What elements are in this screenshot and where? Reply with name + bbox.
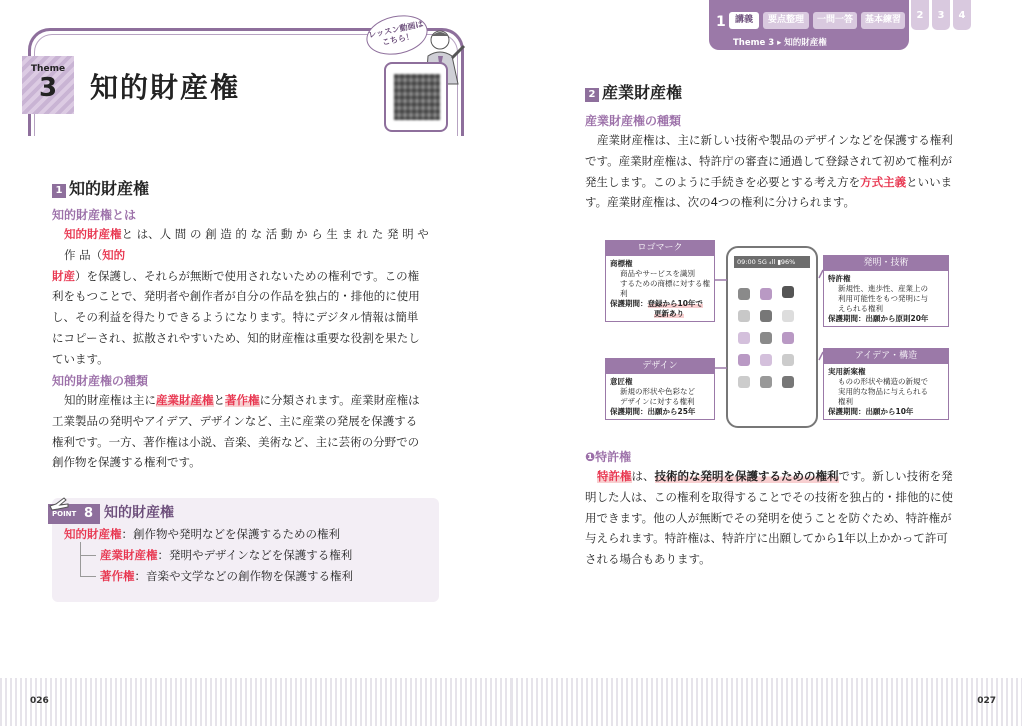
tab-qa[interactable]: 一問一答 [813, 12, 857, 29]
footer-stripe [0, 678, 511, 726]
term-red: 知的財産権 [64, 227, 122, 241]
subheading-what-is: 知的財産権とは [52, 208, 137, 222]
subheading-patent: ❶特許権 [585, 450, 632, 464]
paragraph-types [52, 390, 442, 473]
section-title: 知的財産権 [69, 179, 150, 198]
diagram-utility-box [823, 348, 949, 420]
tree-connector [80, 542, 81, 576]
paragraph-patent [585, 466, 977, 570]
right-desc: えられる権利 [838, 304, 883, 313]
point-line-2 [100, 547, 352, 563]
text-line: です。新しい技術を発 [838, 469, 953, 483]
text-line: と は、人 間 の 創 造 的 な 活 動 か ら 生 ま れ た 発 明 や 作 品（ [64, 227, 429, 262]
right-title: 意匠権 [610, 377, 633, 386]
theme-label: Theme [30, 64, 66, 74]
theme-badge [22, 56, 74, 114]
tab-number: 1 [716, 14, 726, 30]
paragraph-what-is [52, 224, 442, 370]
section-number: 1 [52, 184, 66, 198]
section-number: 2 [585, 88, 599, 102]
diagram-box-body [606, 374, 714, 420]
page-number: 027 [977, 696, 996, 706]
text-line: 工業製品の発明やアイデア、デザインなど、主に産業の発展を保護する [52, 413, 418, 428]
point-title: 知的財産権 [104, 505, 174, 521]
text-line: し、その利益を得たりできるようになります。特にデジタル情報は簡単 [52, 310, 419, 325]
right-title: 特許権 [828, 274, 851, 283]
term-red: 産業財産権 [100, 548, 158, 562]
text-line: と [213, 393, 225, 407]
right-desc: 商品やサービスを識別 [620, 269, 695, 278]
term-red: 財産 [52, 268, 75, 283]
tree-connector [80, 576, 96, 577]
page-number: 026 [30, 696, 49, 706]
tab-practice[interactable]: 基本練習 [861, 12, 905, 29]
text-line: は、 [631, 469, 655, 483]
text-line: 明した人は、この権利を取得することでその技術を独占的・排他的に使 [585, 489, 953, 504]
text-line: 産業財産権は、主に新しい技術や製品のデザインなどを保護する権利 [597, 133, 953, 147]
text-line: にコピーされ、拡散されやすいため、知的財産権は重要な役割を果たし [52, 330, 420, 345]
right-desc: 利用可能性をもつ発明に与 [838, 294, 928, 303]
diagram-trademark-box [605, 240, 715, 322]
period-value: 更新あり [654, 309, 684, 318]
tab-chapter-4[interactable]: 4 [953, 0, 971, 30]
text-line: 用できます。他の人が無断でその発明を使うことを防ぐため、特許権が [585, 510, 952, 525]
tree-connector [80, 555, 96, 556]
period-value: 保護期間：出願から原則20年 [828, 314, 929, 323]
term-red: 方式主義 [860, 174, 907, 189]
term-red: 著作権 [100, 569, 135, 583]
period-value: 登録から10年で [647, 299, 703, 308]
diagram-box-head: ロゴマーク [606, 241, 714, 256]
text-line: ：発明やデザインなどを保護する権利 [157, 548, 353, 562]
section-heading-1 [52, 176, 149, 199]
diagram-box-head: アイデア・構造 [824, 349, 948, 364]
text-line: ています。 [52, 351, 109, 366]
subheading-types: 知的財産権の種類 [52, 374, 149, 388]
period-value: 保護期間：出願から25年 [610, 407, 696, 416]
right-title: 商標権 [610, 259, 633, 268]
tab-summary[interactable]: 要点整理 [763, 12, 809, 29]
right-title: 実用新案権 [828, 367, 866, 376]
section-title: 産業財産権 [602, 83, 683, 102]
diagram-box-body [824, 271, 948, 327]
pointing-hand-icon [48, 496, 70, 512]
right-page [511, 0, 1022, 726]
tab-lecture[interactable]: 講義 [729, 12, 759, 29]
right-desc: 新規の形状や色彩など [620, 387, 695, 396]
page-title: 知的財産権 [90, 71, 241, 104]
diagram-connector-lines [715, 260, 827, 380]
subheading-industrial-types: 産業財産権の種類 [585, 114, 682, 128]
text-line: 権利です。一方、著作権は小説、音楽、美術など、主に芸術の分野での [52, 434, 420, 449]
footer-stripe [511, 678, 1022, 726]
right-desc: 権利 [838, 397, 853, 406]
phone-status-bar: 09:00 5G ₄ll ▮96% [734, 256, 810, 268]
right-desc: デザインに対する権利 [620, 397, 695, 406]
theme-number: 3 [38, 73, 58, 103]
text-line: 発生します。このように手続きを必要とする考え方を [585, 174, 861, 189]
paragraph-industrial [585, 130, 977, 213]
chapter-tab[interactable] [709, 0, 909, 50]
diagram-patent-box [823, 255, 949, 327]
text-line: 知的財産権は主に [64, 393, 156, 407]
right-desc: 新規性、進歩性、産業上の [838, 284, 928, 293]
point-line-3 [100, 568, 353, 584]
point-line-1 [64, 526, 340, 542]
right-desc: するための商標に対する権 [620, 279, 710, 288]
diagram-box-body [606, 256, 714, 322]
left-page [0, 0, 511, 726]
term-red: 産業財産権 [156, 393, 214, 407]
text-line: 与えられます。特許権は、特許庁に出願してから1年以上かかって許可 [585, 531, 948, 546]
text-line: です。産業財産権は、特許庁の審査に通過して登録されて初めて権利が [585, 153, 953, 168]
tab-chapter-3[interactable]: 3 [932, 0, 950, 30]
highlighted-text: 技術的な発明を保護するための権利 [654, 469, 839, 483]
diagram-design-box [605, 358, 715, 420]
diagram-box-body [824, 364, 948, 420]
text-line: ：創作物や発明などを保護するための権利 [121, 527, 340, 541]
text-line: される場合もあります。 [585, 552, 711, 567]
text-line: 創作物を保護する権利です。 [52, 455, 201, 470]
point-label: POINT [52, 510, 77, 518]
point-box [52, 498, 439, 602]
term-red: 著作権 [225, 393, 260, 407]
right-desc: 利 [620, 289, 628, 298]
term-red: 特許権 [597, 469, 632, 483]
tab-breadcrumb: Theme 3 ▸ 知的財産権 [733, 38, 827, 48]
qr-code-icon[interactable] [394, 74, 440, 120]
tab-chapter-2[interactable]: 2 [911, 0, 929, 30]
period-value: 保護期間：出願から10年 [828, 407, 914, 416]
right-desc: 実用的な物品に与えられる [838, 387, 928, 396]
text-line: ：音楽や文学などの創作物を保護する権利 [134, 569, 353, 583]
lesson-video-bubble: レッスン動画は こちら！ [363, 10, 432, 60]
right-desc: ものの形状や構造の新規で [838, 377, 928, 386]
diagram-box-head: 発明・技術 [824, 256, 948, 271]
text-line: に分類されます。産業財産権は [259, 393, 420, 407]
qr-code-frame[interactable] [384, 62, 448, 132]
term-red: 知的 [102, 247, 126, 262]
point-number: 8 [84, 506, 94, 521]
text-line: ）を保護し、それらが無断で使用されないための権利です。この権 [75, 268, 420, 283]
text-line: す。産業財産権は、次の4つの権利に分けられます。 [585, 195, 855, 210]
section-heading-2 [585, 80, 682, 103]
period-label: 保護期間： [610, 299, 648, 308]
text-line: といいま [906, 174, 953, 189]
text-line: 利をもつことで、発明者や創作者が自分の作品を独占的・排他的に使用 [52, 289, 420, 304]
term-red: 知的財産権 [64, 527, 122, 541]
diagram-box-head: デザイン [606, 359, 714, 374]
